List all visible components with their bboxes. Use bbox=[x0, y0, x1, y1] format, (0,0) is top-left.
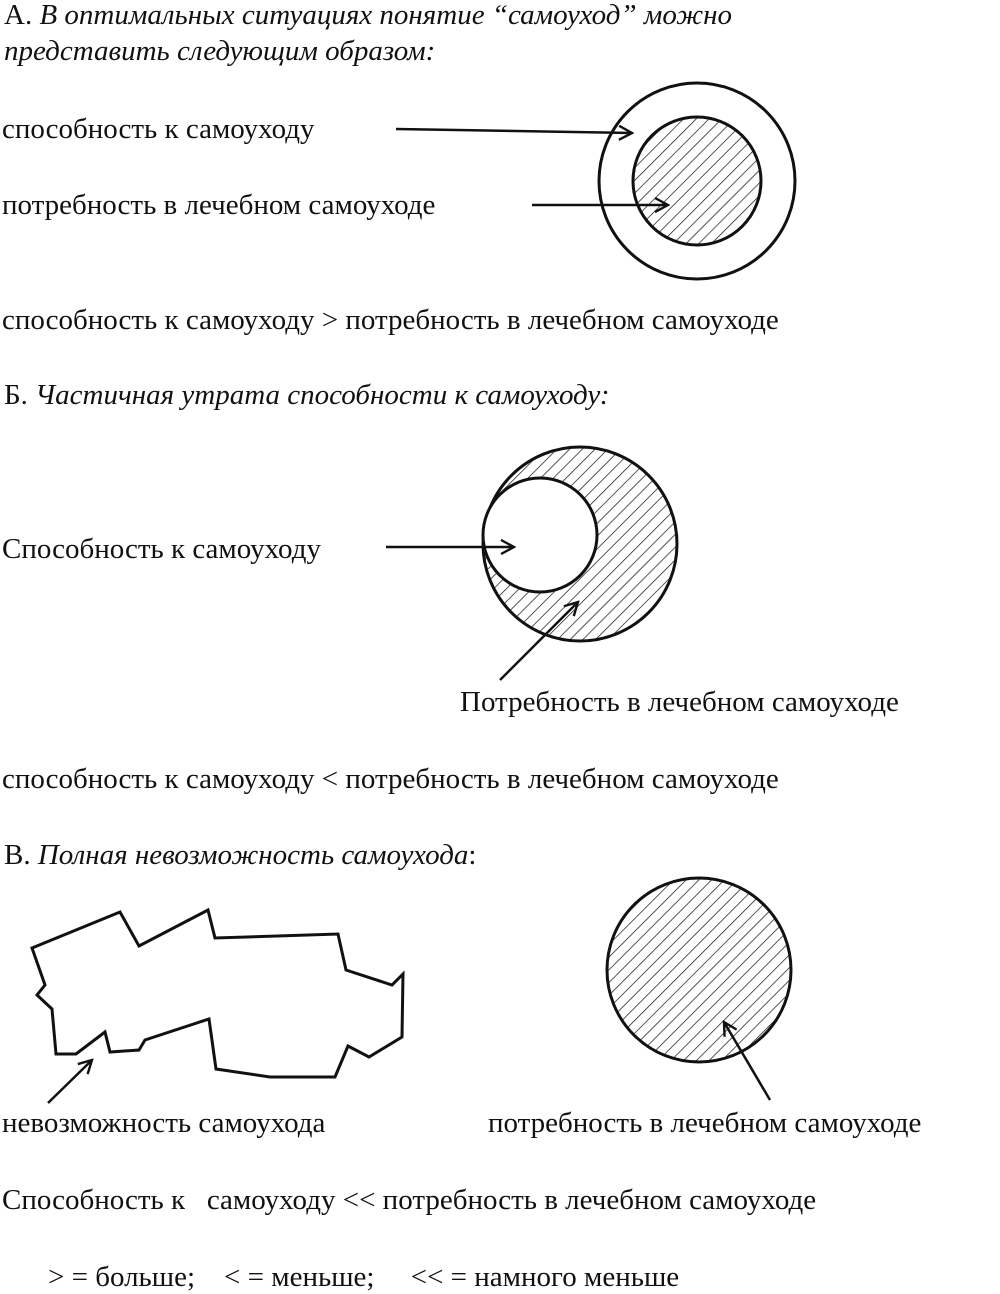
arrow-ability-a bbox=[396, 129, 632, 133]
section-b-relation: способность к самоуходу < потребность в лечебном самоуходе bbox=[2, 763, 779, 795]
section-b-letter: Б. bbox=[4, 379, 28, 411]
section-b-label-need: Потребность в лечебном самоуходе bbox=[460, 686, 899, 718]
section-a-label-ability: способность к самоуходу bbox=[2, 113, 315, 145]
need-full-circle bbox=[607, 878, 791, 1062]
section-a-heading-line2: представить следующим образом: bbox=[4, 35, 436, 67]
section-c-heading-text: Полная невозможность самоухода bbox=[37, 839, 469, 871]
section-c-label-need: потребность в лечебном самоуходе bbox=[488, 1107, 922, 1139]
section-b-figure bbox=[386, 447, 677, 680]
need-inner-circle bbox=[633, 117, 761, 245]
section-a-relation: способность к самоуходу > потребность в лечебном самоуходе bbox=[2, 304, 779, 336]
section-c-heading-colon: : bbox=[468, 839, 477, 871]
ability-small-circle bbox=[483, 478, 597, 592]
section-c-label-inability: невозможность самоухода bbox=[2, 1107, 326, 1139]
section-b-heading-text: Частичная утрата способности к самоуходу: bbox=[35, 379, 610, 411]
inability-jagged-shape bbox=[32, 910, 403, 1077]
section-b-label-ability: Способность к самоуходу bbox=[2, 533, 321, 565]
section-c-letter: В. bbox=[4, 839, 31, 871]
legend: > = больше; < = меньше; << = намного меньше bbox=[48, 1261, 680, 1293]
section-a-heading-text: В оптимальных ситуациях понятие “самоуход” можно bbox=[39, 0, 732, 31]
section-a-letter: А. bbox=[4, 0, 33, 31]
section-a-figure bbox=[396, 83, 795, 279]
section-a-label-need: потребность в лечебном самоуходе bbox=[2, 189, 436, 221]
section-c-relation: Способность к самоуходу << потребность в лечебном самоуходе bbox=[2, 1184, 817, 1216]
arrow-inability-c bbox=[48, 1060, 92, 1103]
section-c-figure bbox=[32, 878, 791, 1103]
